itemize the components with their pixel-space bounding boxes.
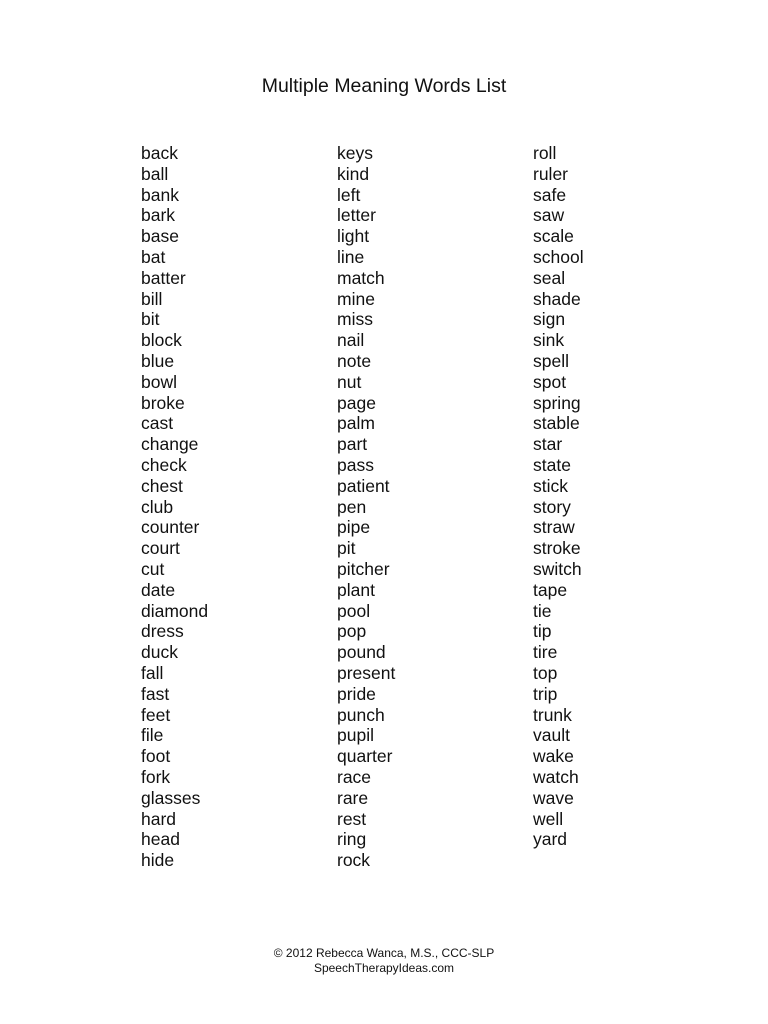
word-list-item: stable	[533, 413, 580, 434]
word-list-item: club	[141, 496, 174, 517]
word-list-item: bat	[141, 246, 166, 267]
word-list-item: keys	[337, 143, 373, 163]
word-list-item: spot	[533, 371, 567, 392]
word-list-item: patient	[337, 475, 390, 496]
word-list-item: star	[533, 434, 563, 455]
word-list-item: glasses	[141, 787, 201, 808]
word-list-item: saw	[533, 205, 565, 226]
footer	[0, 946, 768, 976]
word-list-item: trunk	[533, 704, 572, 725]
word-list-item: date	[141, 579, 176, 600]
word-list-item: quarter	[337, 746, 393, 767]
word-list-item: file	[141, 725, 164, 746]
word-list-item: rock	[337, 850, 371, 871]
word-list-item: pen	[337, 496, 367, 517]
word-list-item: straw	[533, 517, 575, 538]
word-list-item: fork	[141, 766, 171, 787]
word-list-item: rest	[337, 808, 367, 829]
word-list-item: tape	[533, 579, 568, 600]
word-list-item: yard	[533, 829, 568, 850]
word-list-item: shade	[533, 288, 581, 309]
word-list-item: state	[533, 454, 571, 475]
word-list-item: sink	[533, 330, 565, 351]
word-list-item: match	[337, 267, 385, 288]
word-list-item: pound	[337, 642, 386, 663]
word-list-item: tire	[533, 642, 558, 663]
word-list-item: present	[337, 662, 396, 683]
word-list-item: race	[337, 766, 372, 787]
word-list-item: base	[141, 226, 179, 247]
word-list-item: diamond	[141, 600, 209, 621]
word-list-item: seal	[533, 267, 566, 288]
word-list-item: line	[337, 246, 365, 267]
word-list-item: blue	[141, 350, 175, 371]
word-list-item: check	[141, 454, 187, 475]
word-list-item: pipe	[337, 517, 371, 538]
word-list-item: vault	[533, 725, 570, 746]
word-list-item: punch	[337, 704, 385, 725]
word-list-item: pool	[337, 600, 371, 621]
word-list-item: foot	[141, 746, 171, 767]
word-list-item: safe	[533, 184, 567, 205]
word-list-item: ring	[337, 829, 367, 850]
word-list-item: wake	[533, 746, 574, 767]
word-list-item: watch	[533, 766, 579, 787]
word-list-item: letter	[337, 205, 376, 226]
word-list-item: bank	[141, 184, 179, 205]
word-list-item: pop	[337, 621, 367, 642]
word-list-item: switch	[533, 558, 582, 579]
word-list-item: counter	[141, 517, 200, 538]
word-list-item: scale	[533, 226, 574, 247]
word-list-item: plant	[337, 579, 375, 600]
word-list-item: court	[141, 538, 180, 559]
word-list-item: duck	[141, 642, 178, 663]
word-list-item: tip	[533, 621, 552, 642]
word-list-item: pit	[337, 538, 356, 559]
word-list-item: batter	[141, 267, 186, 288]
word-list-item: bowl	[141, 371, 177, 392]
word-list-item: hard	[141, 808, 177, 829]
word-list-item: wave	[533, 787, 574, 808]
word-list-item: pupil	[337, 725, 374, 746]
word-list-item: ball	[141, 163, 169, 184]
word-column-3	[533, 143, 584, 850]
word-list-item: pitcher	[337, 558, 390, 579]
word-list-item: head	[141, 829, 180, 850]
page-title: Multiple Meaning Words List	[261, 75, 507, 97]
word-list-item: cut	[141, 558, 165, 579]
word-list-item: stroke	[533, 538, 581, 559]
word-list-item: well	[533, 808, 564, 829]
word-list-item: nail	[337, 330, 365, 351]
word-list-item: feet	[141, 704, 171, 725]
word-list-item: bark	[141, 205, 176, 226]
word-list-item: part	[337, 434, 368, 455]
word-list-item: sign	[533, 309, 566, 330]
word-list-item: page	[337, 392, 376, 413]
word-list-item: dress	[141, 621, 184, 642]
word-list-item: change	[141, 434, 199, 455]
word-list-item: ruler	[533, 163, 569, 184]
footer-copyright: © 2012 Rebecca Wanca, M.S., CCC-SLP	[273, 946, 495, 960]
word-list-item: bit	[141, 309, 160, 330]
word-list-item: pride	[337, 683, 376, 704]
word-list-item: hide	[141, 850, 175, 871]
word-list-item: pass	[337, 454, 374, 475]
word-list-item: left	[337, 184, 361, 205]
word-list-item: trip	[533, 683, 558, 704]
word-list-item: note	[337, 350, 372, 371]
word-list-item: nut	[337, 371, 362, 392]
word-list-item: bill	[141, 288, 163, 309]
word-list-item: light	[337, 226, 370, 247]
word-list-item: chest	[141, 475, 183, 496]
word-list-item: spring	[533, 392, 581, 413]
word-list-item: school	[533, 246, 584, 267]
word-column-2	[337, 143, 395, 871]
word-list-item: roll	[533, 143, 557, 163]
word-list-item: palm	[337, 413, 375, 434]
word-list-item: story	[533, 496, 571, 517]
word-list-item: stick	[533, 475, 568, 496]
word-list-item: back	[141, 143, 178, 163]
word-list-item: top	[533, 662, 558, 683]
word-list-item: rare	[337, 787, 369, 808]
footer-website: SpeechTherapyIdeas.com	[313, 961, 455, 975]
word-column-1	[141, 143, 208, 871]
word-list-item: fast	[141, 683, 170, 704]
word-list-item: kind	[337, 163, 370, 184]
word-list-item: block	[141, 330, 182, 351]
word-list-item: fall	[141, 662, 164, 683]
word-list-item: mine	[337, 288, 375, 309]
word-list-item: cast	[141, 413, 174, 434]
word-list-item: miss	[337, 309, 373, 330]
word-list-item: tie	[533, 600, 552, 621]
word-list-item: spell	[533, 350, 569, 371]
word-list-item: broke	[141, 392, 185, 413]
